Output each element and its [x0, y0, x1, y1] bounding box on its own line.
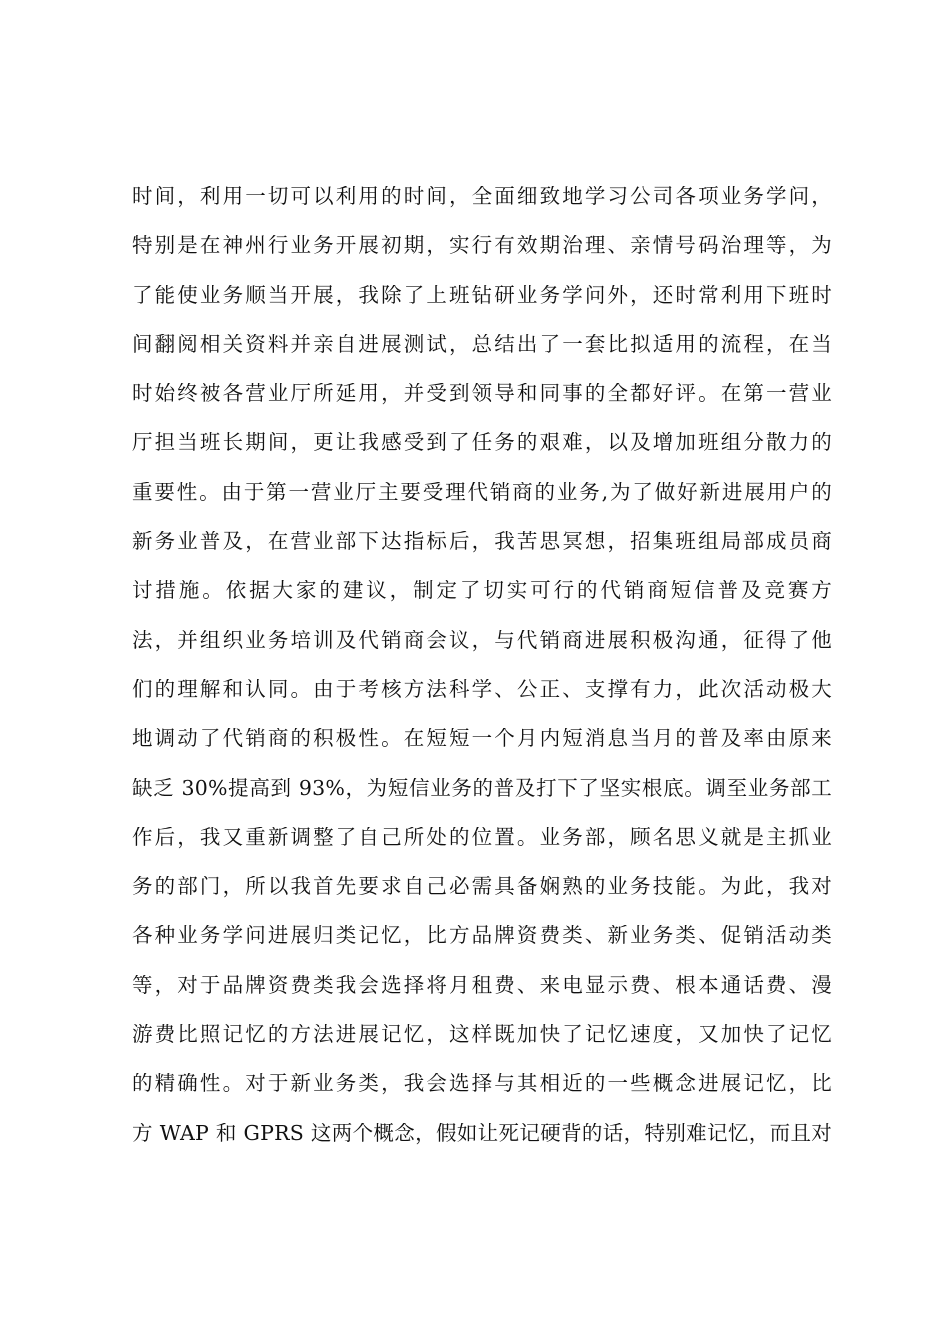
text-line: 等，对于品牌资费类我会选择将月租费、来电显示费、根本通话费、漫 [132, 974, 832, 997]
text-line: 游费比照记忆的方法进展记忆，这样既加快了记忆速度，又加快了记忆 [132, 1024, 832, 1047]
text-line: 时始终被各营业厅所延用，并受到领导和同事的全都好评。在第一营业 [132, 383, 832, 406]
text-line: 法，并组织业务培训及代销商会议，与代销商进展积极沟通，征得了他 [132, 629, 832, 652]
text-line: 厅担当班长期间，更让我感受到了任务的艰难，以及增加班组分散力的 [132, 432, 832, 455]
text-line: 讨措施。依据大家的建议，制定了切实可行的代销商短信普及竞赛方 [132, 580, 832, 603]
text-line: 重要性。由于第一营业厅主要受理代销商的业务,为了做好新进展用户的 [132, 481, 832, 504]
text-line: 们的理解和认同。由于考核方法科学、公正、支撑有力，此次活动极大 [132, 678, 832, 701]
text-line: 特别是在神州行业务开展初期，实行有效期治理、亲情号码治理等，为 [132, 235, 832, 258]
text-line: 时间，利用一切可以利用的时间，全面细致地学习公司各项业务学问， [132, 186, 832, 208]
text-line: 间翻阅相关资料并亲自进展测试，总结出了一套比拟适用的流程，在当 [132, 333, 832, 356]
text-line: 务的部门，所以我首先要求自己必需具备娴熟的业务技能。为此，我对 [132, 876, 832, 899]
text-line: 了能使业务顺当开展，我除了上班钻研业务学问外，还时常利用下班时 [132, 284, 832, 307]
text-line: 作后，我又重新调整了自己所处的位置。业务部，顾名思义就是主抓业 [132, 826, 832, 849]
text-line: 缺乏 30%提高到 93%，为短信业务的普及打下了坚实根底。调至业务部工 [132, 777, 832, 800]
body-text [132, 186, 832, 1172]
text-line: 方 WAP 和 GPRS 这两个概念，假如让死记硬背的话，特别难记忆，而且对 [132, 1122, 832, 1145]
text-line: 新务业普及，在营业部下达指标后，我苦思冥想，招集班组局部成员商 [132, 531, 832, 554]
text-line: 各种业务学问进展归类记忆，比方品牌资费类、新业务类、促销活动类 [132, 925, 832, 948]
text-line: 地调动了代销商的积极性。在短短一个月内短消息当月的普及率由原来 [132, 728, 832, 751]
text-line: 的精确性。对于新业务类，我会选择与其相近的一些概念进展记忆，比 [132, 1073, 832, 1096]
